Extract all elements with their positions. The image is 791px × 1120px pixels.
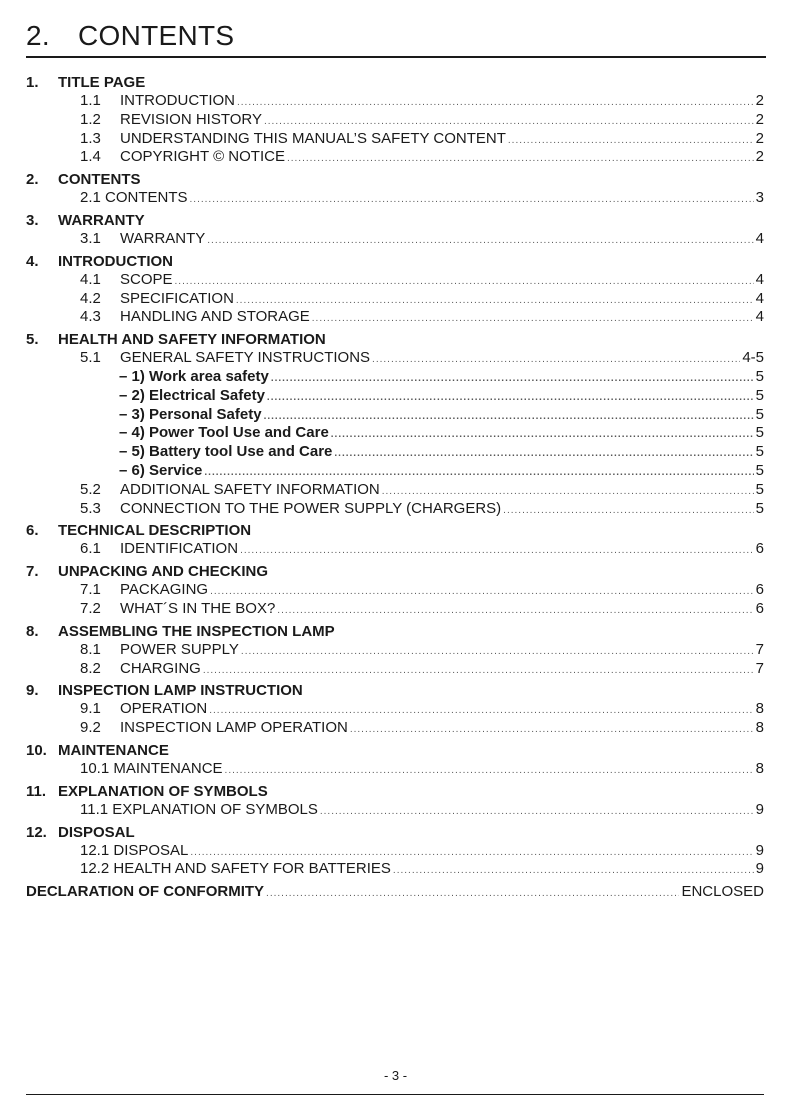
page-title xyxy=(26,18,766,58)
entry-page: 5 xyxy=(755,480,764,498)
declaration-label: DECLARATION OF CONFORMITY xyxy=(26,883,265,901)
entry-page: 8 xyxy=(755,700,764,718)
toc-entry[interactable] xyxy=(26,148,764,167)
entry-label xyxy=(80,660,201,679)
entry-label xyxy=(80,860,391,879)
entry-label xyxy=(80,349,370,368)
toc-entry[interactable] xyxy=(26,230,764,249)
entry-number: 5.1 xyxy=(80,349,101,367)
entry-title: ADDITIONAL SAFETY INFORMATION xyxy=(120,480,380,498)
entry-page: 5 xyxy=(755,424,764,442)
entry-label xyxy=(80,540,238,559)
entry-page: 4 xyxy=(755,308,764,326)
entry-number: 5.2 xyxy=(80,480,101,498)
entry-number: 4.2 xyxy=(80,289,101,307)
toc-entry[interactable] xyxy=(26,581,764,600)
toc-section-heading xyxy=(26,521,764,540)
entry-title: POWER SUPPLY xyxy=(120,640,239,658)
toc-entry[interactable] xyxy=(26,700,764,719)
entry-label xyxy=(119,387,265,406)
entry-title: IDENTIFICATION xyxy=(120,540,239,558)
entry-title: INTRODUCTION xyxy=(120,92,235,109)
entry-label xyxy=(119,462,202,481)
section-number: 5. xyxy=(26,331,39,349)
entry-number: 8.2 xyxy=(80,659,101,677)
entry-label xyxy=(80,801,318,820)
toc-section-heading xyxy=(26,73,764,92)
toc-section-heading xyxy=(26,681,764,700)
entry-label xyxy=(80,148,285,167)
entry-title: 2.1 CONTENTS xyxy=(80,189,188,207)
toc-entry[interactable] xyxy=(26,92,764,111)
dot-leader xyxy=(503,502,753,521)
entry-page: 5 xyxy=(755,367,764,385)
toc-section-heading xyxy=(26,170,764,189)
section-title: WARRANTY xyxy=(58,211,145,229)
section-number: 3. xyxy=(26,211,39,229)
entry-page: 2 xyxy=(755,129,764,147)
entry-label xyxy=(80,308,310,327)
dot-leader xyxy=(237,94,754,113)
entry-label xyxy=(80,500,501,519)
section-title: EXPLANATION OF SYMBOLS xyxy=(58,782,268,800)
footer-divider xyxy=(26,1094,764,1095)
entry-page: 6 xyxy=(755,581,764,599)
toc-section-heading xyxy=(26,782,764,801)
entry-title: PACKAGING xyxy=(120,581,209,599)
dot-leader xyxy=(320,803,754,822)
entry-page: 4 xyxy=(755,229,764,247)
dot-leader xyxy=(287,150,754,169)
entry-page: 2 xyxy=(755,148,764,166)
dot-leader xyxy=(334,445,753,464)
toc-section-heading xyxy=(26,211,764,230)
toc-section-heading xyxy=(26,562,764,581)
entry-title: COPYRIGHT © NOTICE xyxy=(120,148,285,166)
section-number: 10. xyxy=(26,741,47,759)
toc-subentry[interactable] xyxy=(26,424,764,443)
entry-label xyxy=(80,189,188,208)
dot-leader xyxy=(225,762,754,781)
entry-page: 5 xyxy=(755,386,764,404)
toc-entry[interactable] xyxy=(26,660,764,679)
entry-title: CHARGING xyxy=(120,659,201,677)
entry-number: 9.2 xyxy=(80,719,101,737)
entry-page: 9 xyxy=(755,800,764,818)
table-of-contents xyxy=(26,70,764,902)
entry-label xyxy=(80,111,262,130)
section-number: 6. xyxy=(26,522,39,540)
entry-label xyxy=(80,700,207,719)
entry-label xyxy=(80,842,188,861)
toc-section-heading xyxy=(26,622,764,641)
section-title: DISPOSAL xyxy=(58,823,135,841)
dot-leader xyxy=(210,583,754,602)
entry-page: 5 xyxy=(755,461,764,479)
toc-entry[interactable] xyxy=(26,801,764,820)
entry-label xyxy=(80,641,239,660)
entry-page: 7 xyxy=(755,659,764,677)
toc-entry[interactable] xyxy=(26,189,764,208)
entry-title: – 3) Personal Safety xyxy=(119,405,262,423)
entry-page: 8 xyxy=(755,759,764,777)
entry-label xyxy=(80,92,235,111)
dot-leader xyxy=(331,426,754,445)
section-title: MAINTENANCE xyxy=(58,741,169,759)
entry-page: 2 xyxy=(755,92,764,109)
page-number: - 3 - xyxy=(383,1068,408,1083)
section-number: 11. xyxy=(26,782,47,800)
dot-leader xyxy=(350,721,754,740)
toc-section-heading xyxy=(26,741,764,760)
entry-label xyxy=(80,481,380,500)
dot-leader xyxy=(190,191,754,210)
dot-leader xyxy=(372,351,740,370)
entry-title: REVISION HISTORY xyxy=(120,110,262,128)
entry-number: 1.2 xyxy=(80,110,101,128)
entry-number: 4.3 xyxy=(80,308,101,326)
section-number: 9. xyxy=(26,682,39,700)
dot-leader xyxy=(277,602,753,621)
entry-title: – 5) Battery tool Use and Care xyxy=(119,443,333,461)
entry-page: 7 xyxy=(755,640,764,658)
entry-page: 4-5 xyxy=(742,349,764,367)
section-number: 4. xyxy=(26,252,39,270)
toc-entry[interactable] xyxy=(26,308,764,327)
entry-title: OPERATION xyxy=(120,700,208,718)
entry-number: 1.4 xyxy=(80,148,101,166)
entry-page: 6 xyxy=(755,540,764,558)
entry-label xyxy=(80,290,234,309)
entry-title: WHAT´S IN THE BOX? xyxy=(120,599,276,617)
entry-title: GENERAL SAFETY INSTRUCTIONS xyxy=(120,349,371,367)
entry-page: 5 xyxy=(755,499,764,517)
entry-title: – 2) Electrical Safety xyxy=(119,386,265,404)
section-title: TECHNICAL DESCRIPTION xyxy=(58,522,252,540)
entry-label xyxy=(80,130,506,149)
entry-title: UNDERSTANDING THIS MANUAL’S SAFETY CONTENT xyxy=(120,129,506,147)
dot-leader xyxy=(175,273,754,292)
section-number: 1. xyxy=(26,74,39,91)
dot-leader xyxy=(241,643,754,662)
dot-leader xyxy=(508,132,754,151)
toc-section-heading xyxy=(26,823,764,842)
toc-entry[interactable] xyxy=(26,481,764,500)
entry-title: SCOPE xyxy=(120,270,173,288)
toc-entry[interactable] xyxy=(26,760,764,779)
entry-title: – 4) Power Tool Use and Care xyxy=(119,424,329,442)
toc-entry[interactable] xyxy=(26,641,764,660)
toc-subentry[interactable] xyxy=(26,406,764,425)
dot-leader xyxy=(266,885,679,904)
entry-label xyxy=(80,581,208,600)
dot-leader xyxy=(203,662,754,681)
toc-section-heading xyxy=(26,252,764,271)
entry-label xyxy=(80,719,348,738)
entry-title: INSPECTION LAMP OPERATION xyxy=(120,719,348,737)
toc-subentry[interactable] xyxy=(26,462,764,481)
entry-page: 9 xyxy=(755,860,764,878)
entry-page: 3 xyxy=(755,189,764,207)
section-number: 8. xyxy=(26,622,39,640)
entry-page: 2 xyxy=(755,110,764,128)
toc-entry[interactable] xyxy=(26,271,764,290)
dot-leader xyxy=(264,408,754,427)
entry-label xyxy=(119,406,262,425)
entry-page: 8 xyxy=(755,719,764,737)
entry-label xyxy=(119,424,329,443)
entry-title: SPECIFICATION xyxy=(120,289,234,307)
section-number: 7. xyxy=(26,563,39,581)
page-title-number: 2. xyxy=(26,20,50,51)
entry-title: CONNECTION TO THE POWER SUPPLY (CHARGERS) xyxy=(120,499,502,517)
section-number: 12. xyxy=(26,823,47,841)
entry-number: 1.1 xyxy=(80,92,101,109)
dot-leader xyxy=(312,310,754,329)
entry-label xyxy=(80,230,205,249)
toc-entry[interactable] xyxy=(26,111,764,130)
toc-entry[interactable] xyxy=(26,600,764,619)
section-title: UNPACKING AND CHECKING xyxy=(58,563,268,581)
toc-entry[interactable] xyxy=(26,540,764,559)
entry-page: 5 xyxy=(755,405,764,423)
entry-number: 7.2 xyxy=(80,599,101,617)
dot-leader xyxy=(271,370,754,389)
entry-label xyxy=(119,443,332,462)
toc-section-heading xyxy=(26,330,764,349)
section-title: HEALTH AND SAFETY INFORMATION xyxy=(58,331,326,349)
entry-page: 6 xyxy=(755,599,764,617)
dot-leader xyxy=(267,389,754,408)
dot-leader xyxy=(240,542,754,561)
entry-title: WARRANTY xyxy=(120,229,206,247)
toc-declaration-entry[interactable] xyxy=(26,883,764,902)
entry-page: 4 xyxy=(755,270,764,288)
entry-number: 8.1 xyxy=(80,640,101,658)
section-title: CONTENTS xyxy=(58,171,141,189)
entry-title: 11.1 EXPLANATION OF SYMBOLS xyxy=(80,800,318,818)
toc-subentry[interactable] xyxy=(26,368,764,387)
entry-number: 1.3 xyxy=(80,129,101,147)
entry-number: 6.1 xyxy=(80,540,101,558)
entry-number: 9.1 xyxy=(80,700,101,718)
entry-page: 5 xyxy=(755,443,764,461)
entry-title: 12.1 DISPOSAL xyxy=(80,841,189,859)
entry-label xyxy=(119,368,269,387)
entry-title: – 6) Service xyxy=(119,461,203,479)
toc-entry[interactable] xyxy=(26,842,764,861)
entry-label xyxy=(80,271,173,290)
entry-title: – 1) Work area safety xyxy=(119,367,269,385)
entry-title: 10.1 MAINTENANCE xyxy=(80,759,223,777)
page-title-text: CONTENTS xyxy=(78,20,235,51)
toc-entry[interactable] xyxy=(26,860,764,879)
toc-subentry[interactable] xyxy=(26,443,764,462)
section-title: INSPECTION LAMP INSTRUCTION xyxy=(58,682,303,700)
toc-subentry[interactable] xyxy=(26,387,764,406)
declaration-page: ENCLOSED xyxy=(681,883,764,901)
toc-entry[interactable] xyxy=(26,130,764,149)
dot-leader xyxy=(236,292,754,311)
entry-number: 5.3 xyxy=(80,499,101,517)
entry-page: 4 xyxy=(755,289,764,307)
entry-number: 4.1 xyxy=(80,270,101,288)
dot-leader xyxy=(393,862,754,881)
entry-title: HANDLING AND STORAGE xyxy=(120,308,310,326)
toc-entry[interactable] xyxy=(26,500,764,519)
entry-label xyxy=(80,760,223,779)
section-number: 2. xyxy=(26,171,39,189)
entry-title: 12.2 HEALTH AND SAFETY FOR BATTERIES xyxy=(80,860,391,878)
toc-entry[interactable] xyxy=(26,290,764,309)
section-title: TITLE PAGE xyxy=(58,74,146,91)
entry-page: 9 xyxy=(755,841,764,859)
toc-entry[interactable] xyxy=(26,719,764,738)
entry-label xyxy=(80,600,275,619)
section-title: ASSEMBLING THE INSPECTION LAMP xyxy=(58,622,335,640)
section-title: INTRODUCTION xyxy=(58,252,173,270)
entry-number: 3.1 xyxy=(80,229,101,247)
toc-entry[interactable] xyxy=(26,349,764,368)
entry-number: 7.1 xyxy=(80,581,101,599)
dot-leader xyxy=(207,232,753,251)
